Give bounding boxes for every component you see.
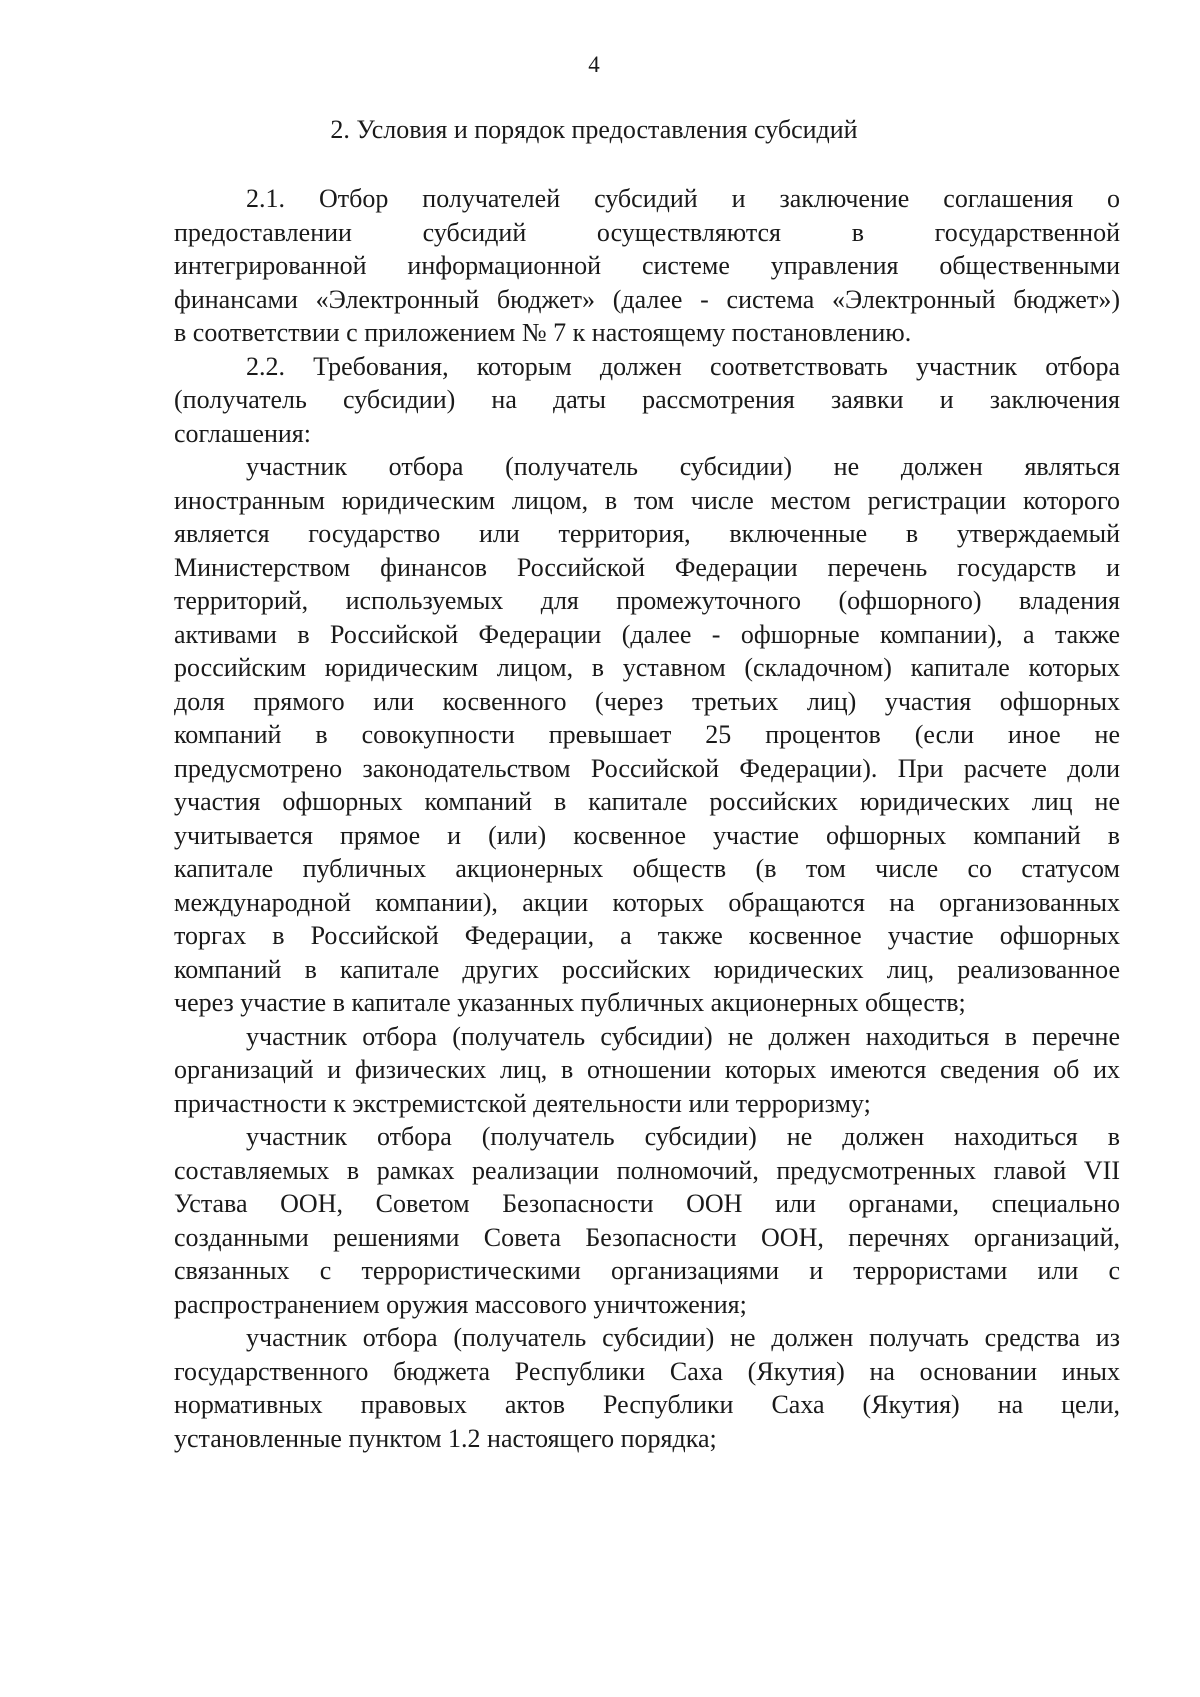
text-line: Устава ООН, Советом Безопасности ООН или органами, специально: [174, 1189, 1120, 1218]
text-line: установленные пунктом 1.2 настоящего порядка;: [174, 1423, 717, 1453]
text-line: участник отбора (получатель субсидии) не должен находиться в перечне: [246, 1021, 1120, 1051]
text-line: Министерством финансов Российской Федерации перечень государств и: [174, 552, 1120, 582]
text-line: доля прямого или косвенного (через третьих лиц) участия офшорных: [174, 686, 1120, 716]
text-line: соглашения:: [174, 418, 311, 448]
text-line: участник отбора (получатель субсидии) не должен получать средства из: [246, 1323, 1120, 1352]
text-line: учитывается прямое и (или) косвенное участие офшорных компаний в: [174, 820, 1120, 850]
text-line: в соответствии с приложением № 7 к настоящему постановлению.: [174, 318, 912, 347]
section-title: 2. Условия и порядок предоставления субсидий: [330, 115, 858, 144]
text-line: участия офшорных компаний в капитале российских юридических лиц не: [174, 787, 1120, 816]
page-number: 4: [588, 52, 600, 77]
text-line: созданными решениями Совета Безопасности ООН, перечнях организаций,: [174, 1222, 1120, 1252]
paragraph: [174, 182, 1120, 350]
paragraph: [174, 1321, 1120, 1455]
text-line: компаний в капитале других российских юридических лиц, реализованное: [174, 954, 1120, 984]
text-line: 2.1. Отбор получателей субсидий и заключение соглашения о: [246, 184, 1120, 213]
text-line: интегрированной информационной системе управления общественными: [174, 251, 1120, 280]
text-line: компаний в совокупности превышает 25 процентов (если иное не: [174, 720, 1120, 749]
text-line: активами в Российской Федерации (далее - офшорные компании), а также: [174, 619, 1120, 649]
text-line: составляемых в рамках реализации полномочий, предусмотренных главой VII: [174, 1155, 1120, 1185]
text-line: финансами «Электронный бюджет» (далее - система «Электронный бюджет»): [174, 284, 1120, 314]
text-line: распространением оружия массового уничтожения;: [174, 1289, 747, 1319]
paragraph: [174, 1120, 1120, 1321]
text-line: 2.2. Требования, которым должен соответствовать участник отбора: [246, 351, 1120, 381]
text-line: через участие в капитале указанных публичных акционерных обществ;: [174, 988, 966, 1017]
text-line: предоставлении субсидий осуществляются в государственной: [174, 217, 1120, 247]
text-line: участник отбора (получатель субсидии) не должен являться: [246, 452, 1120, 481]
text-line: (получатель субсидии) на даты рассмотрения заявки и заключения: [174, 385, 1120, 414]
text-line: организаций и физических лиц, в отношении которых имеются сведения об их: [174, 1055, 1120, 1084]
paragraph: [174, 1020, 1120, 1121]
text-line: является государство или территория, включенные в утверждаемый: [174, 519, 1120, 548]
text-line: иностранным юридическим лицом, в том числе местом регистрации которого: [174, 485, 1120, 515]
text-line: предусмотрено законодательством Российской Федерации). При расчете доли: [174, 753, 1120, 783]
text-line: причастности к экстремистской деятельности или терроризму;: [174, 1088, 871, 1118]
text-line: российским юридическим лицом, в уставном (складочном) капитале которых: [174, 653, 1120, 682]
text-line: международной компании), акции которых обращаются на организованных: [174, 887, 1120, 917]
paragraph: [174, 350, 1120, 451]
text-line: торгах в Российской Федерации, а также косвенное участие офшорных: [174, 921, 1120, 950]
text-line: территорий, используемых для промежуточного (офшорного) владения: [174, 586, 1120, 615]
document-body: [174, 182, 1120, 1455]
text-line: участник отбора (получатель субсидии) не должен находиться в: [246, 1122, 1120, 1151]
text-line: капитале публичных акционерных обществ (в том числе со статусом: [174, 854, 1120, 883]
text-line: связанных с террористическими организациями и террористами или с: [174, 1256, 1120, 1285]
text-line: нормативных правовых актов Республики Саха (Якутия) на цели,: [174, 1390, 1120, 1419]
text-line: государственного бюджета Республики Саха (Якутия) на основании иных: [174, 1356, 1120, 1386]
paragraph: [174, 450, 1120, 1020]
